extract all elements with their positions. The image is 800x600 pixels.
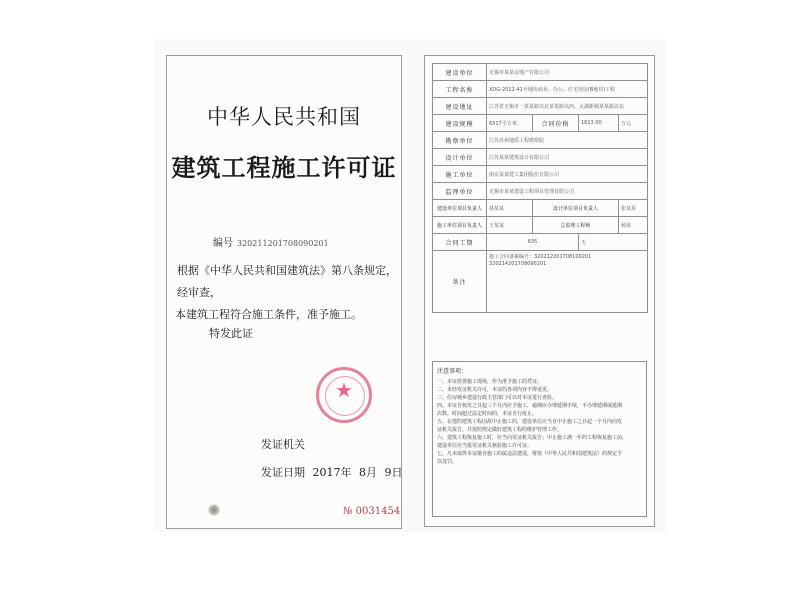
row-label: 设计单位 (433, 149, 487, 166)
row-value: 江苏省无锡市一某某路以北某某路以西，太湖新城某某路以东 (487, 98, 648, 115)
row-value: 6317平方米 (487, 115, 533, 132)
note-item: 以处罚。 (437, 459, 458, 465)
row-label-2: 合同价格 (533, 115, 579, 132)
note-item: 一、本证放置施工现场，作为准予施工的凭证。 (437, 379, 543, 385)
row-value-2: 1613.00 (579, 115, 619, 132)
row-label-2: 设计单位项目负责人 (533, 200, 619, 217)
official-seal (316, 367, 372, 423)
note-item: 证机关报告，并按照规定做好建筑工程的维护管理工作。 (437, 427, 563, 433)
stain-mark (208, 504, 220, 516)
note-item: 四、本证自核发之日起三个月内应予施工，逾期应办理延期手续，不办理延期或延期 (437, 403, 623, 409)
row-label: 施工单位 (433, 166, 487, 183)
table-row (433, 64, 648, 81)
row-label: 勘察单位 (433, 132, 487, 149)
row-value: 南京某某建工集团股份有限公司 (487, 166, 648, 183)
row-label-2: 总监理工程师 (533, 217, 619, 234)
note-item: 七、凡未取得本证擅自施工的属违法建设，将按《中华人民共和国建筑法》的规定予 (437, 451, 623, 457)
notes-box (432, 361, 647, 517)
table-row (433, 115, 648, 132)
note-item: 二、未经发证机关许可，本证的各项内容不得变更。 (437, 387, 553, 393)
notes-title: 注意事项： (437, 368, 468, 375)
row-value: 江苏苏州地质工程勘察院 (487, 132, 648, 149)
issue-date-month: 8月 (359, 466, 377, 479)
permit-front-page (166, 55, 402, 529)
row-value: XDG-2012-41号地块商业、办公、住宅用房(B地块)工程 (487, 81, 648, 98)
row-unit: 天 (579, 234, 648, 251)
seal-star-icon: ★ (335, 378, 353, 402)
table-row (433, 149, 648, 166)
row-label: 建设单位 (433, 64, 487, 81)
table-row (433, 166, 648, 183)
issue-date-label: 发证日期 (261, 466, 305, 479)
row-label: 合同工期 (433, 234, 487, 251)
legal-basis-line-2: 本建筑工程符合施工条件，准予施工。 (175, 308, 362, 321)
note-item: 六、建筑工程恢复施工时，应当向发证机关报告；中止施工满一年的工程恢复施工前， (437, 435, 628, 441)
special-issue-text: 特发此证 (209, 327, 253, 340)
row-label: 施工单位项目负责人 (433, 217, 487, 234)
table-row (433, 200, 648, 217)
table-row (433, 81, 648, 98)
row-value-2: 杨某 (619, 217, 648, 234)
permit-title: 建筑工程施工许可证 (171, 154, 397, 182)
issue-date-day: 9日 (384, 466, 403, 479)
table-row (433, 234, 648, 251)
legal-basis-paragraph (177, 260, 399, 326)
row-value: 635 (487, 234, 579, 251)
remarks-row (433, 251, 648, 313)
table-row (433, 217, 648, 234)
note-item: 五、在建的建筑工程因故中止施工的，建设单位应当自中止施工之日起一个月内向发 (437, 419, 623, 425)
row-label: 监理单位 (433, 183, 487, 200)
note-item: 次数、时间超过法定时间的，本证自行废止。 (437, 411, 538, 417)
note-item: 三、住房城乡建设行政主管部门可以对本证进行查验。 (437, 395, 558, 401)
issue-date-year: 2017年 (312, 466, 352, 479)
row-label: 建设单位项目负责人 (433, 200, 487, 217)
project-info-table (432, 63, 648, 313)
row-value: 王某某 (487, 217, 533, 234)
row-value: 无锡市某某建设工程项目管理有限公司 (487, 183, 648, 200)
row-value: 林某某 (487, 200, 533, 217)
serial-label: 编号 (213, 238, 233, 249)
row-value: 无锡市某某房地产有限公司 (487, 64, 648, 81)
row-value: 江苏某某建筑设计有限公司 (487, 149, 648, 166)
row-unit: 万元 (619, 115, 648, 132)
row-value-2: 张某某 (619, 200, 648, 217)
legal-basis-line-1: 根据《中华人民共和国建筑法》第八条规定，经审查， (177, 264, 397, 299)
note-item: 建设单位应当报发证机关核验施工许可证。 (437, 443, 533, 449)
row-label: 建设地址 (433, 98, 487, 115)
country-name: 中华人民共和国 (207, 105, 361, 129)
table-row (433, 98, 648, 115)
serial-line (213, 234, 329, 249)
row-label: 工程名称 (433, 81, 487, 98)
serial-number: 320211201708090201 (237, 239, 329, 248)
table-row (433, 132, 648, 149)
permit-detail-page (424, 55, 655, 527)
certificate-number: № 0031454 (343, 506, 401, 517)
row-label: 建设规模 (433, 115, 487, 132)
remarks-label: 备注 (433, 251, 487, 313)
table-row (433, 183, 648, 200)
remarks-text: 施工合同备案编号：320212201708100201 320214201708090201 (487, 251, 648, 313)
issue-date-line (261, 464, 407, 480)
issuing-authority-label: 发证机关 (261, 438, 305, 451)
